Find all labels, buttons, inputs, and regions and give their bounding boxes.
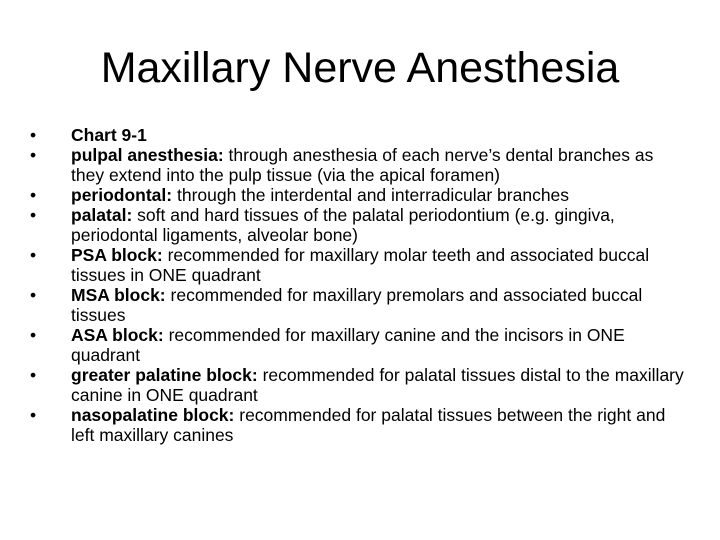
bullet-text: recommended for palatal tissues between the right and left maxillary canines: [71, 405, 666, 445]
bullet-dot-icon: •: [30, 325, 37, 345]
bullet-text: recommended for maxillary canine and the incisors in ONE quadrant: [71, 325, 625, 365]
bullet-list: [30, 125, 690, 445]
bullet-term: periodontal:: [71, 185, 173, 205]
bullet-term: pulpal anesthesia:: [71, 145, 224, 165]
bullet-item: [30, 405, 690, 445]
bullet-term: PSA block:: [71, 245, 163, 265]
bullet-text: through anesthesia of each nerve’s dental branches as they extend into the pulp tissue (via the apical foramen): [71, 145, 654, 185]
slide-title: Maxillary Nerve Anesthesia: [100, 44, 620, 92]
bullet-term: greater palatine block:: [71, 365, 258, 385]
bullet-item: [30, 325, 690, 365]
bullet-text: recommended for maxillary molar teeth and associated buccal tissues in ONE quadrant: [71, 245, 650, 285]
bullet-text: soft and hard tissues of the palatal periodontium (e.g. gingiva, periodontal ligaments, alveolar bone): [71, 205, 615, 245]
bullet-text: recommended for palatal tissues distal to the maxillary canine in ONE quadrant: [71, 365, 684, 405]
bullet-dot-icon: •: [30, 365, 37, 385]
bullet-term: Chart 9-1: [71, 125, 147, 145]
bullet-item: [30, 125, 690, 145]
bullet-dot-icon: •: [30, 245, 37, 265]
bullet-dot-icon: •: [30, 405, 37, 425]
bullet-item: [30, 145, 690, 185]
bullet-text: recommended for maxillary premolars and associated buccal tissues: [71, 285, 643, 325]
bullet-dot-icon: •: [30, 185, 37, 205]
bullet-term: palatal:: [71, 205, 133, 225]
bullet-item: [30, 185, 690, 205]
bullet-item: [30, 205, 690, 245]
bullet-dot-icon: •: [30, 145, 37, 165]
bullet-term: ASA block:: [71, 325, 164, 345]
bullet-dot-icon: •: [30, 205, 37, 225]
bullet-dot-icon: •: [30, 285, 37, 305]
bullet-dot-icon: •: [30, 125, 37, 145]
bullet-term: MSA block:: [71, 285, 166, 305]
bullet-item: [30, 245, 690, 285]
bullet-item: [30, 285, 690, 325]
bullet-text: through the interdental and interradicular branches: [172, 185, 570, 205]
bullet-item: [30, 365, 690, 405]
bullet-term: nasopalatine block:: [71, 405, 235, 425]
